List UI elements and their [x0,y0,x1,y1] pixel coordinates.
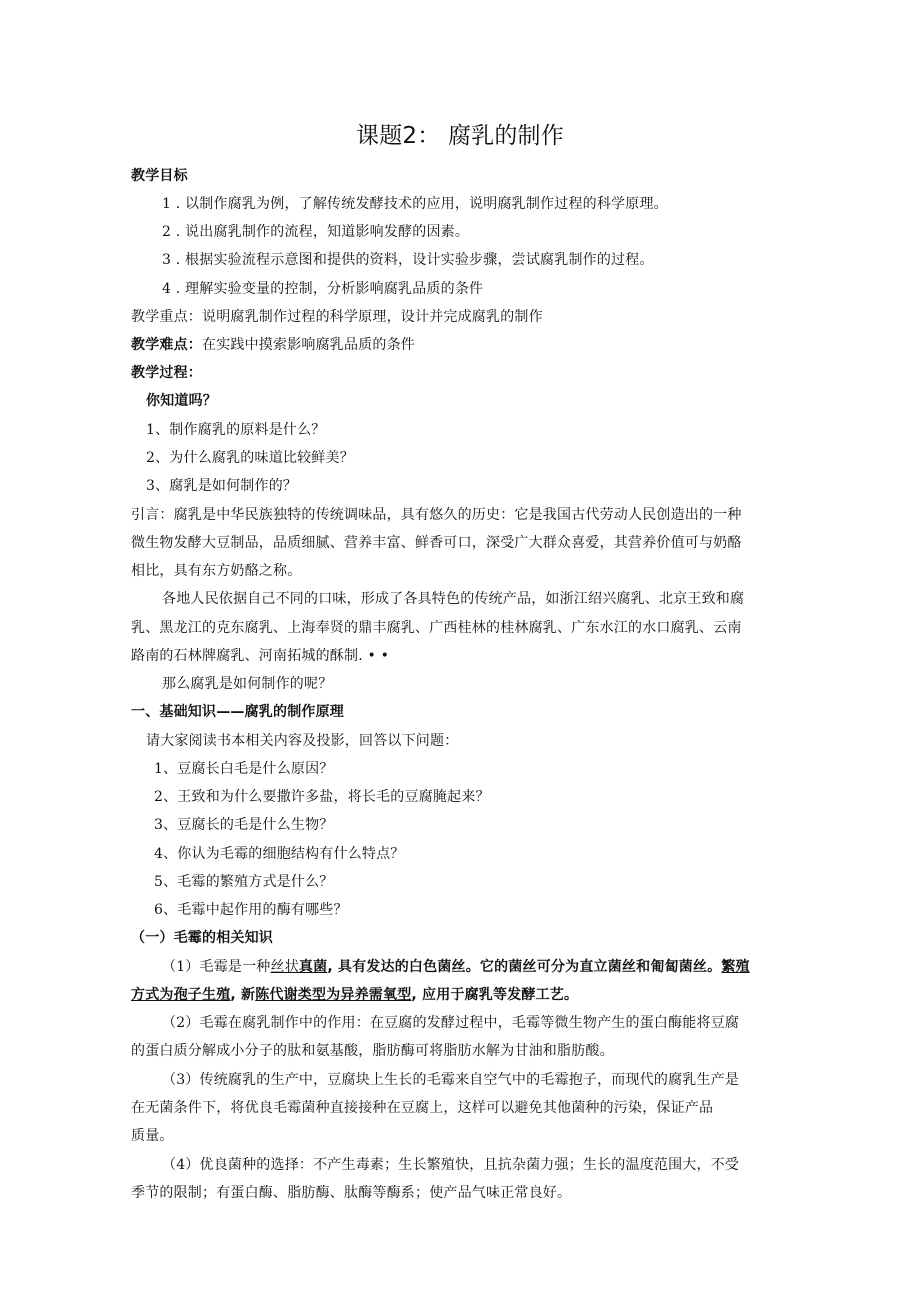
intro-line: 微生物发酵大豆制品，品质细腻、营养丰富、鲜香可口，深受广大群众喜爱，其营养价值可与奶酪 [131,535,742,551]
did-you-know-question: 3、腐乳是如何制作的？ [146,478,298,494]
section1-heading: 一、基础知识——腐乳的制作原理 [131,704,344,720]
objective-item: 2 . 说出腐乳制作的流程，知道影响发酵的因素。 [162,224,470,240]
difficulty [131,335,415,355]
mucor-role-line: 的蛋白质分解成小分子的肽和氨基酸，脂肪酶可将脂肪水解为甘油和脂肪酸。 [131,1043,614,1059]
process-heading: 教学过程： [131,365,202,381]
text-span: （1）毛霉是一种 [162,959,271,975]
subsection1-heading: （一）毛霉的相关知识 [131,930,273,946]
intro-question: 那么腐乳是如何制作的呢？ [162,676,333,692]
did-you-know-question: 1、制作腐乳的原料是什么？ [146,422,326,438]
regional-line: 乳、黑龙江的克东腐乳、上海奉贤的鼎丰腐乳、广西桂林的桂林腐乳、广东水江的水口腐乳、云南 [131,620,742,636]
production-line: 在无菌条件下，将优良毛霉菌种直接接种在豆腐上，这样可以避免其他菌种的污染，保证产品 [131,1100,714,1116]
section1-question: 2、王致和为什么要撒许多盐，将长毛的豆腐腌起来？ [154,789,490,805]
mucor-role-line: （2）毛霉在腐乳制作中的作用：在豆腐的发酵过程中，毛霉等微生物产生的蛋白酶能将豆腐 [162,1015,740,1031]
underlined-term: 丝状 [270,959,299,975]
difficulty-text: 在实践中摸索影响腐乳品质的条件 [202,337,415,353]
text-span: , 具有发达的白色菌丝。它的菌丝可分为直立菌丝和匍匐菌丝。 [327,959,722,975]
section1-prompt: 请大家阅读书本相关内容及投影，回答以下问题： [146,733,459,749]
did-you-know-question: 2、为什么腐乳的味道比较鲜美？ [146,450,354,466]
objective-item: 1 . 以制作腐乳为例，了解传统发酵技术的应用，说明腐乳制作过程的科学原理。 [162,196,668,212]
intro-line: 相比，具有东方奶酪之称。 [131,563,302,579]
strain-selection-line: （4）优良菌种的选择：不产生毒素；生长繁殖快，且抗杂菌力强；生长的温度范围大，不受 [162,1157,740,1173]
text-span: , 新 [230,987,256,1003]
objective-item: 4 . 理解实验变量的控制，分析影响腐乳品质的条件 [162,281,484,297]
section1-question: 4、你认为毛霉的细胞结构有什么特点？ [154,846,405,862]
text-span: , 应用于腐乳等发酵工艺。 [411,987,579,1003]
difficulty-label: 教学难点： [131,337,202,353]
underlined-term: 繁殖 [721,959,750,975]
objectives-heading: 教学目标 [131,168,188,184]
mucor-paragraph-line [131,985,578,1005]
regional-line: 各地人民依据自己不同的口味，形成了各具特色的传统产品，如浙江绍兴腐乳、北京王致和腐 [162,591,745,607]
section1-question: 6、毛霉中起作用的酶有哪些？ [154,902,348,918]
regional-line: 路南的石林牌腐乳、河南拓城的酥制. • • [131,648,390,664]
section1-question: 1、豆腐长白毛是什么原因？ [154,761,334,777]
production-line: 质量。 [131,1128,174,1144]
production-line: （3）传统腐乳的生产中，豆腐块上生长的毛霉来自空气中的毛霉抱子，而现代的腐乳生产是 [162,1072,740,1088]
strain-selection-line: 季节的限制；有蛋白酶、脂肪酶、肽酶等酶系；使产品气味正常良好。 [131,1185,572,1201]
underlined-term: 真菌 [298,959,328,975]
objective-item: 3 . 根据实验流程示意图和提供的资料，设计实验步骤，尝试腐乳制作的过程。 [162,252,654,268]
underlined-term: 陈代谢类型为异养需氧型 [255,987,412,1003]
section1-question: 5、毛霉的繁殖方式是什么？ [154,874,334,890]
key-point-label: 教学重点： [131,309,202,325]
mucor-paragraph-line [162,957,750,977]
did-you-know-heading: 你知道吗？ [146,393,217,409]
underlined-term: 方式为孢子生殖 [131,987,231,1003]
key-point-text: 说明腐乳制作过程的科学原理，设计并完成腐乳的制作 [202,309,543,325]
intro-line: 引言：腐乳是中华民族独特的传统调味品，具有悠久的历史：它是我国古代劳动人民创造出的一种 [131,507,742,523]
key-point [131,307,543,327]
page-title: 课题2： 腐乳的制作 [356,123,564,149]
section1-question: 3、豆腐长的毛是什么生物？ [154,817,334,833]
